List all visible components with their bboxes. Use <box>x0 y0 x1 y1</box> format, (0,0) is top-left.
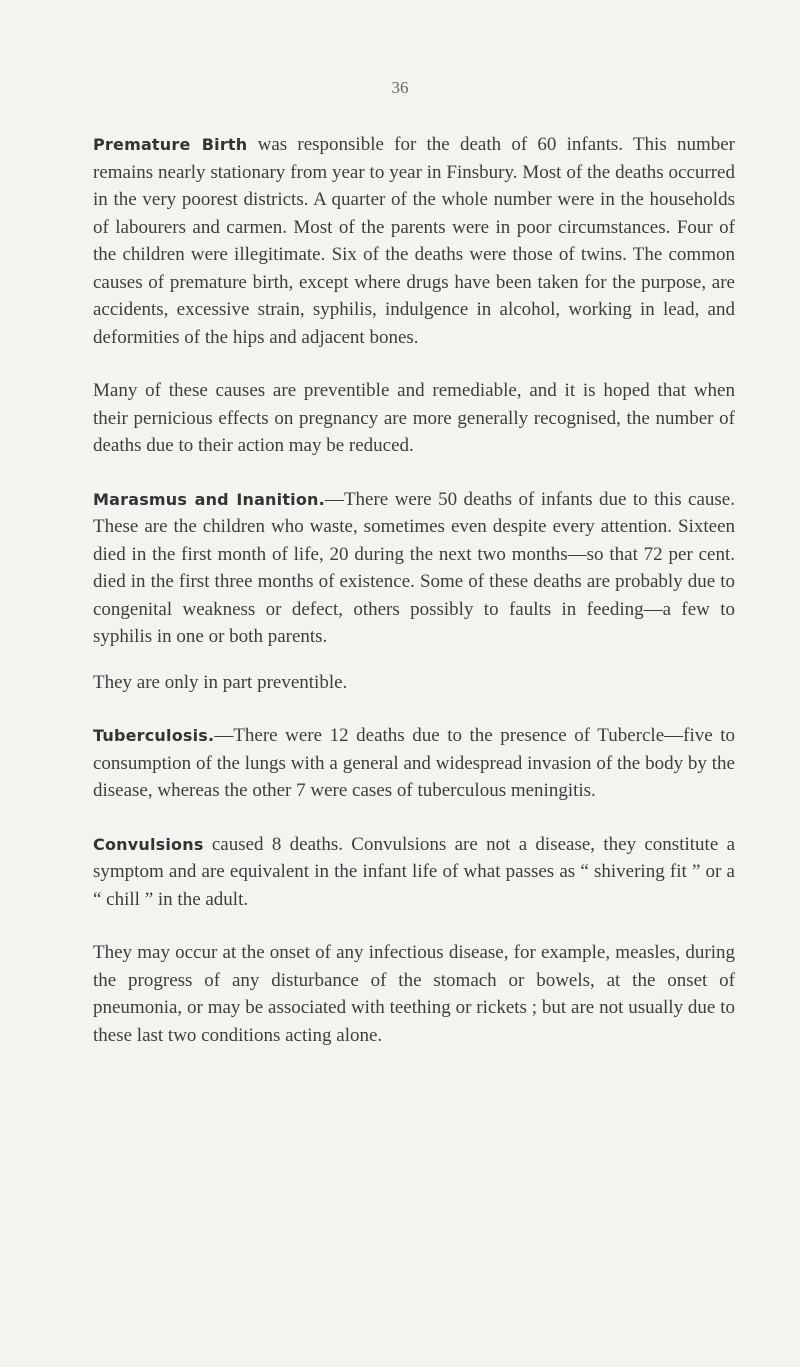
premature-birth-text: was responsible for the death of 60 infants. This number remains nearly stationary from year to year in Finsbury. Most of the deaths occurred in the very poorest districts. A quarter of the whole number were in the households of labourers and carmen. Most of the parents were in poor circumstances. Four of the children were illegitimate. Six of the deaths were those of twins. The common causes of premature birth, except where drugs have been taken for the purpose, are accidents, excessive strain, syphilis, indulgence in alcohol, working in lead, and deformities of the hips and adjacent bones. <box>93 134 735 348</box>
marasmus-followup: They are only in part preventible. <box>93 671 348 693</box>
body-text <box>93 131 735 1049</box>
convulsions-paragraph <box>93 831 735 914</box>
marasmus-paragraph <box>93 486 735 651</box>
tuberculosis-paragraph <box>93 722 735 805</box>
tuberculosis-heading: Tuberculosis. <box>93 726 215 745</box>
convulsions-followup: They may occur at the onset of any infectious disease, for example, measles, during the progress of any disturbance of the stomach or bowels, at the onset of pneumonia, or may be associated with teething or rickets ; but are not usually due to these last two conditions acting alone. <box>93 942 735 1046</box>
convulsions-heading: Convulsions <box>93 834 204 854</box>
convulsions-text: caused 8 deaths. Convulsions are not a disease, they constitute a symptom and are equivalent in the infant life of what passes as “ shivering fit ” or a “ chill ” in the adult. <box>93 833 735 910</box>
page-number: 36 <box>391 78 409 97</box>
tuberculosis-text: —There were 12 deaths due to the presence of Tubercle—five to consumption of the lungs with a general and widespread invasion of the body by the disease, whereas the other 7 were cases of tuberculous meningitis. <box>93 725 735 801</box>
marasmus-text: —There were 50 deaths of infants due to this cause. These are the children who waste, sometimes even despite every attention. Sixteen died in the first month of life, 20 during the next two months—so that 72 per cent. died in the first three months of existence. Some of these deaths are probably due to congenital weakness or defect, others possibly to faults in feeding—a few to syphilis in one or both parents. <box>93 488 735 647</box>
premature-birth-heading: Premature Birth <box>93 135 248 154</box>
premature-birth-followup: Many of these causes are preventible and remediable, and it is hoped that when their pernicious effects on pregnancy are more generally recognised, the number of deaths due to their action may be reduced. <box>93 380 735 456</box>
marasmus-heading: Marasmus and Inanition. <box>93 489 325 509</box>
premature-birth-paragraph <box>93 131 735 351</box>
